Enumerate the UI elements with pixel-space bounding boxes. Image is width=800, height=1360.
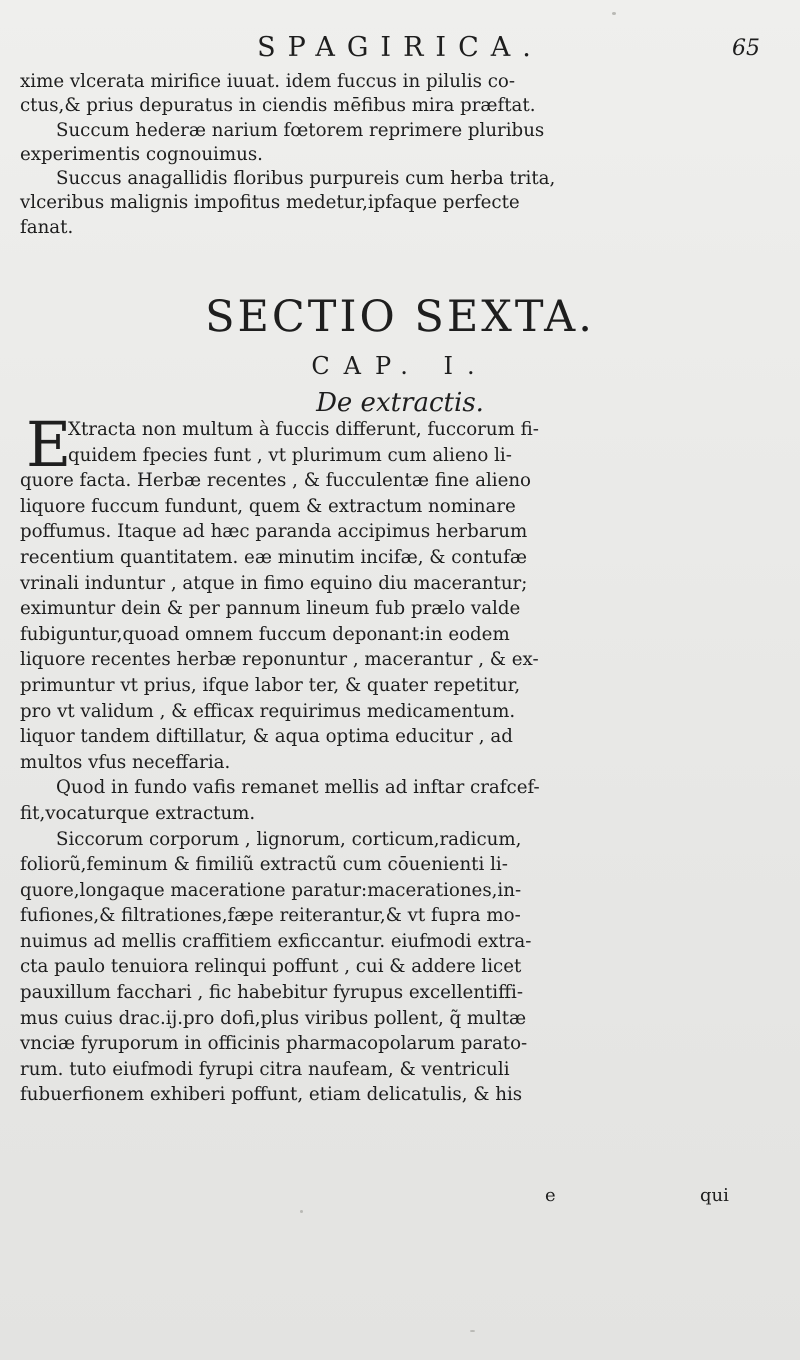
- text-line: quore facta. Herbæ recentes , & fucculentæ fine alieno: [20, 470, 531, 492]
- chapter-subtitle: De extractis.: [316, 388, 484, 418]
- text-line: cta paulo tenuiora relinqui poffunt , cui & addere licet: [20, 956, 522, 978]
- text-line: recentium quantitatem. eæ minutim incifæ, & contufæ: [20, 546, 527, 568]
- text-line: pauxillum facchari , fic habebitur fyrupus excellentiffi-: [20, 982, 523, 1004]
- text-line: Succum hederæ narium fœtorem reprimere pluribus: [56, 119, 545, 141]
- text-line: Xtracta non multum à fuccis differunt, fuccorum fi-: [68, 419, 539, 440]
- text-line: fubuerfionem exhiberi poffunt, etiam delicatulis, & his: [20, 1084, 523, 1106]
- text-line: vrinali induntur , atque in fimo equino diu macerantur;: [20, 572, 528, 594]
- text-line: eximuntur dein & per pannum lineum fub prælo valde: [20, 598, 521, 620]
- text-line: liquor tandem diftillatur, & aqua optima educitur , ad: [20, 726, 513, 748]
- text-line: xime vlcerata mirifice iuuat. idem fuccus in pilulis co-: [20, 71, 515, 92]
- catchword: qui: [700, 1185, 729, 1206]
- text-line: Succus anagallidis floribus purpureis cum herba trita,: [56, 168, 556, 190]
- chapter-heading: CAP. I.: [311, 352, 489, 380]
- text-line: primuntur vt prius, ifque labor ter, & quater repetitur,: [20, 674, 521, 696]
- text-line: fufiones,& filtrationes,fæpe reiterantur,& vt fupra mo-: [20, 905, 521, 927]
- paper-speck: [300, 1210, 303, 1213]
- drop-cap: E: [26, 408, 72, 481]
- paper-speck: [470, 1330, 475, 1332]
- signature-mark: e: [545, 1185, 556, 1206]
- text-line: vnciæ fyruporum in officinis pharmacopolarum parato-: [20, 1033, 528, 1055]
- text-line: quidem fpecies funt , vt plurimum cum alieno li-: [68, 444, 512, 466]
- text-line: fanat.: [20, 216, 74, 238]
- text-line: mus cuius drac.ij.pro dofi,plus viribus pollent, q̃ multæ: [20, 1007, 527, 1029]
- page-number: 65: [732, 36, 760, 61]
- text-line: poffumus. Itaque ad hæc paranda accipimus herbarum: [20, 521, 528, 543]
- text-line: nuimus ad mellis craffitiem exficcantur. eiufmodi extra-: [20, 930, 532, 952]
- text-line: fit,vocaturque extractum.: [20, 802, 256, 824]
- text-line: fubiguntur,quoad omnem fuccum deponant:in eodem: [20, 623, 510, 645]
- text-line: foliorũ,feminum & fimiliũ extractũ cum cōuenienti li-: [20, 854, 508, 876]
- text-line: pro vt validum , & efficax requirimus medicamentum.: [20, 700, 516, 722]
- text-line: Siccorum corporum , lignorum, corticum,radicum,: [56, 828, 522, 850]
- text-line: vlceribus malignis impofitus medetur,ipfaque perfecte: [20, 192, 520, 214]
- main-paragraphs: [20, 408, 790, 1108]
- paper-speck: [612, 12, 616, 15]
- section-title: SECTIO SEXTA.: [205, 292, 595, 342]
- text-line: multos vfus neceffaria.: [20, 751, 231, 773]
- text-line: Quod in fundo vafis remanet mellis ad inftar crafcef-: [56, 777, 540, 799]
- text-line: liquore recentes herbæ reponuntur , macerantur , & ex-: [20, 649, 539, 671]
- text-line: ctus,& prius depuratus in ciendis mēfibus mira præftat.: [20, 95, 536, 117]
- text-line: experimentis cognouimus.: [20, 143, 263, 165]
- top-paragraphs: [20, 70, 790, 240]
- text-line: rum. tuto eiufmodi fyrupi citra naufeam, & ventriculi: [20, 1058, 510, 1080]
- page-footer: [0, 1185, 800, 1215]
- text-line: liquore fuccum fundunt, quem & extractum nominare: [20, 495, 516, 517]
- text-line: quore,longaque maceratione paratur:macerationes,in-: [20, 879, 522, 901]
- running-title: SPAGIRICA.: [257, 32, 543, 63]
